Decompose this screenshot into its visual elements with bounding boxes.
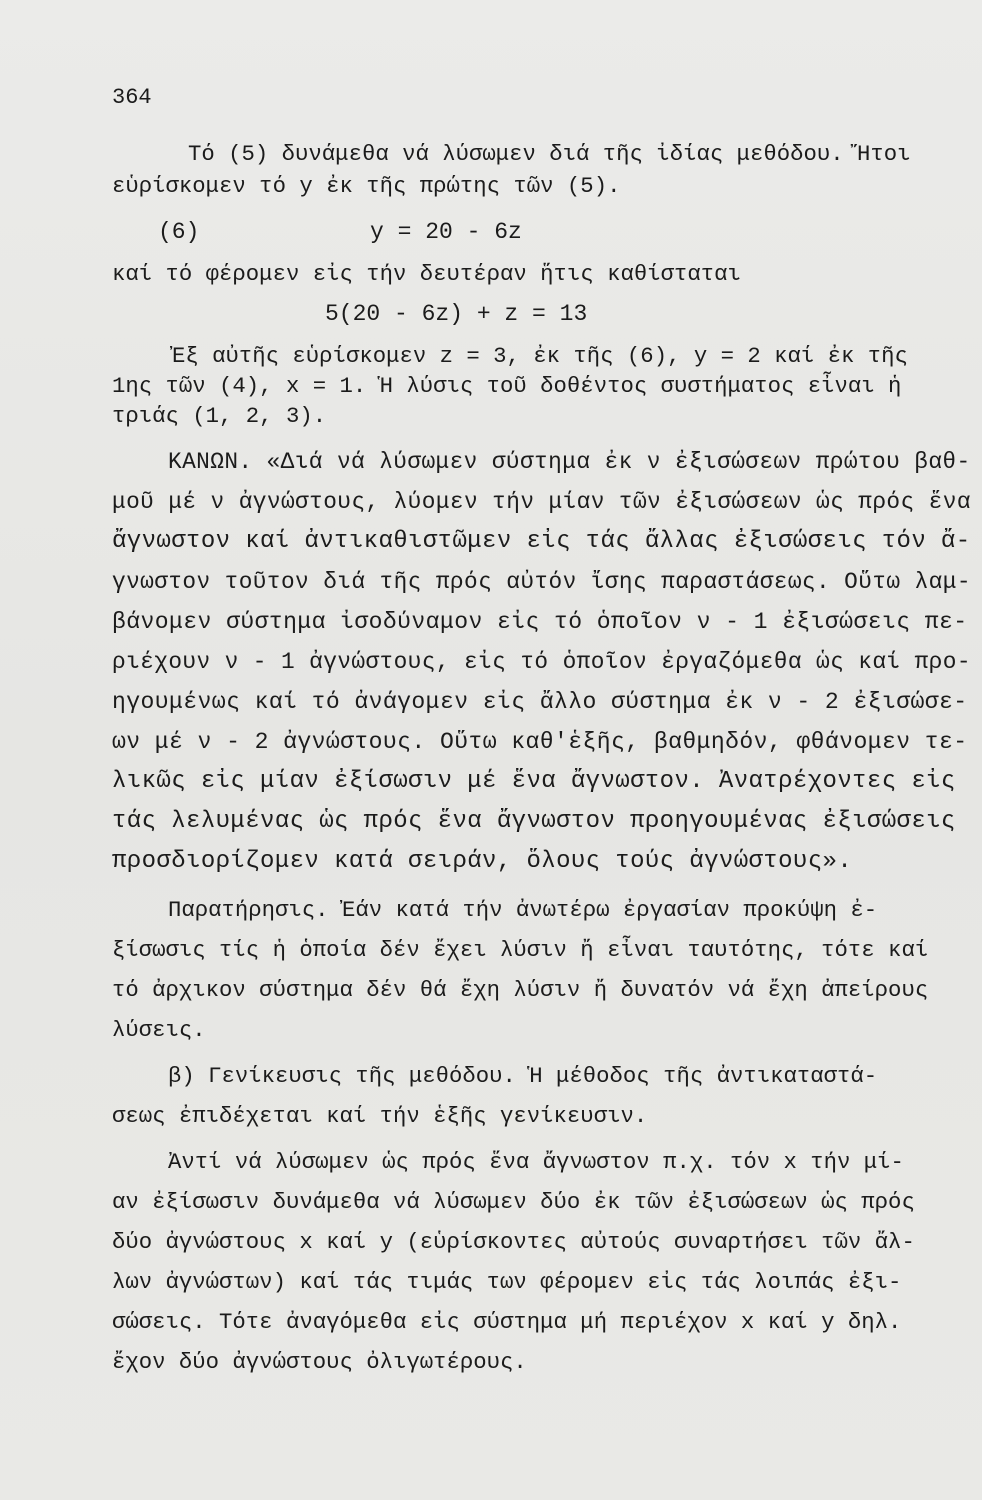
remark-line: λύσεις. xyxy=(112,1017,206,1043)
equation-label: (6) xyxy=(158,219,200,245)
rule-text-line: ΚΑΝΩΝ. «Διά νά λύσωμεν σύστημα ἐκ ν ἐξισώσεων πρώτου βαθ- xyxy=(168,449,971,475)
text-line: καί τό φέρομεν εἰς τήν δευτέραν ἥτις καθίσταται xyxy=(112,261,741,287)
text-line: δύο ἀγνώστους x καί y (εὑρίσκοντες αὐτούς συναρτήσει τῶν ἄλ- xyxy=(112,1229,915,1255)
text-line: ἔχον δύο ἀγνώστους ὀλιγωτέρους. xyxy=(112,1349,527,1375)
text-line: σώσεις. Τότε ἀναγόμεθα εἰς σύστημα μή περιέχον x καί y δηλ. xyxy=(112,1309,902,1335)
page-number: 364 xyxy=(112,85,152,110)
text-line: τριάς (1, 2, 3). xyxy=(112,403,327,429)
equation: 5(20 - 6z) + z = 13 xyxy=(325,301,588,327)
rule-text-line: ριέχουν ν - 1 ἀγνώστους, εἰς τό ὁποῖον ἐργαζόμεθα ὡς καί προ- xyxy=(112,649,971,675)
remark-line: ξίσωσις τίς ἡ ὁποία δέν ἔχει λύσιν ἤ εἶναι ταυτότης, τότε καί xyxy=(112,937,929,963)
rule-text-line: ων μέ ν - 2 ἀγνώστους. Οὕτω καθ'ἑξῆς, βαθμηδόν, φθάνομεν τε- xyxy=(112,729,968,755)
rule-text-line: μοῦ μέ ν ἀγνώστους, λύομεν τήν μίαν τῶν ἐξισώσεων ὡς πρός ἕνα xyxy=(112,489,971,515)
text-line: 1ης τῶν (4), x = 1. Ἡ λύσις τοῦ δοθέντος συστήματος εἶναι ἡ xyxy=(112,373,902,399)
text-line: Ἀντί νά λύσωμεν ὡς πρός ἕνα ἄγνωστον π.χ. τόν x τήν μί- xyxy=(168,1149,904,1175)
rule-text-line: ηγουμένως καί τό ἀνάγομεν εἰς ἄλλο σύστημα ἐκ ν - 2 ἐξισώσε- xyxy=(112,689,968,715)
rule-text-line: βάνομεν σύστημα ἰσοδύναμον εἰς τό ὁποῖον ν - 1 ἐξισώσεις πε- xyxy=(112,609,968,635)
text-line: εὑρίσκομεν τό y ἐκ τῆς πρώτης τῶν (5). xyxy=(112,173,621,199)
text-line: αν ἐξίσωσιν δυνάμεθα νά λύσωμεν δύο ἐκ τῶν ἐξισώσεων ὡς πρός xyxy=(112,1189,915,1215)
rule-text-line: προσδιορίζομεν κατά σειράν, ὅλους τούς ἀγνώστους». xyxy=(112,848,853,875)
remark-line: τό ἀρχικον σύστημα δέν θά ἔχη λύσιν ἤ δυνατόν νά ἔχη ἀπείρους xyxy=(112,977,929,1003)
text-line: Τό (5) δυνάμεθα νά λύσωμεν διά τῆς ἰδίας μεθόδου. Ἤτοι xyxy=(188,141,911,167)
rule-text-line: γνωστον τοῦτον διά τῆς πρός αὐτόν ἴσης παραστάσεως. Οὕτω λαμ- xyxy=(112,569,971,595)
section-heading-line: β) Γενίκευσις τῆς μεθόδου. Ἡ μέθοδος τῆς ἀντικαταστά- xyxy=(168,1063,878,1089)
text-line: Ἐξ αὐτῆς εὑρίσκομεν z = 3, ἐκ τῆς (6), y = 2 καί ἐκ τῆς xyxy=(172,343,908,369)
rule-text-line: λικῶς εἰς μίαν ἐξίσωσιν μέ ἕνα ἄγνωστον. Ἀνατρέχοντες εἰς xyxy=(112,768,956,795)
text-line: λων ἀγνώστων) καί τάς τιμάς των φέρομεν εἰς τάς λοιπάς ἐξι- xyxy=(112,1269,902,1295)
rule-text-line: ἄγνωστον καί ἀντικαθιστῶμεν εἰς τάς ἄλλας ἐξισώσεις τόν ἄ- xyxy=(112,528,971,555)
remark-line: Παρατήρησις. Ἐάν κατά τήν ἀνωτέρω ἐργασίαν προκύψη ἐ- xyxy=(168,897,878,923)
rule-text-line: τάς λελυμένας ὡς πρός ἕνα ἄγνωστον προηγουμένας ἐξισώσεις xyxy=(112,808,956,835)
equation: y = 20 - 6z xyxy=(370,219,522,245)
text-line: σεως ἐπιδέχεται καί τήν ἑξῆς γενίκευσιν. xyxy=(112,1103,648,1129)
